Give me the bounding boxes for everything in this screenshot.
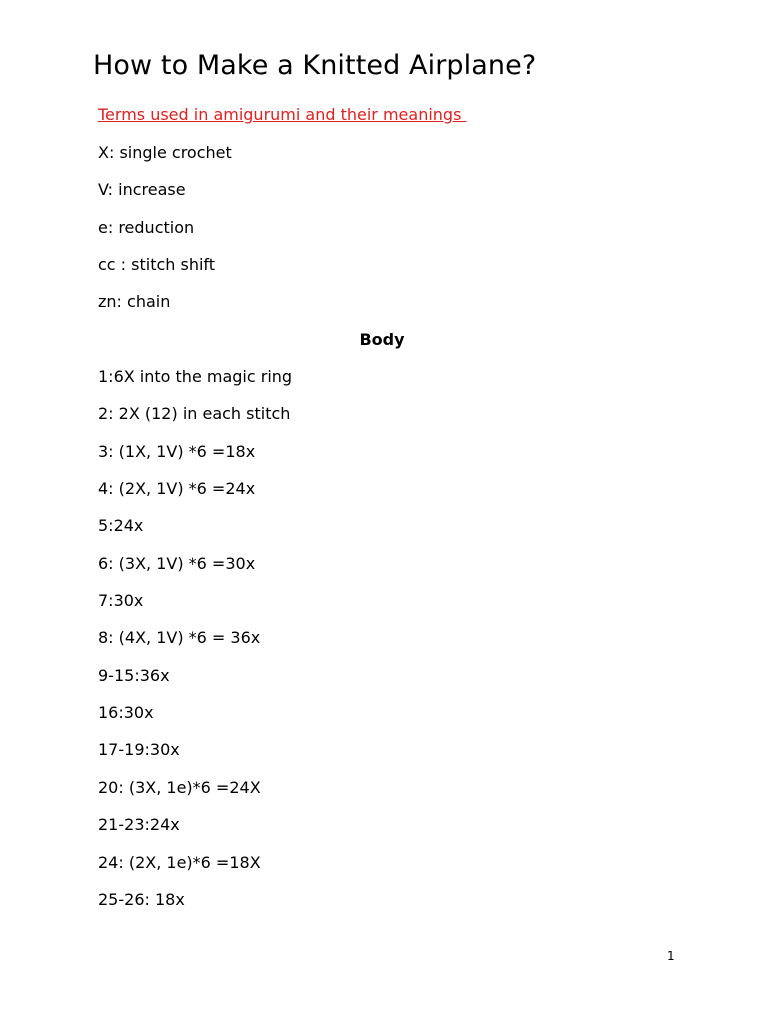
round-line: 6: (3X, 1V) *6 =30x (98, 554, 256, 573)
round-line: 7:30x (98, 591, 144, 610)
round-line: 17-19:30x (98, 740, 180, 759)
term-line: zn: chain (98, 292, 171, 311)
page-title: How to Make a Knitted Airplane? (93, 50, 537, 81)
round-line: 1:6X into the magic ring (98, 367, 293, 386)
term-line: e: reduction (98, 218, 195, 237)
round-line: 4: (2X, 1V) *6 =24x (98, 479, 256, 498)
section-heading-body: Body (359, 330, 405, 349)
round-line: 16:30x (98, 703, 154, 722)
round-line: 21-23:24x (98, 815, 180, 834)
round-line: 20: (3X, 1e)*6 =24X (98, 778, 261, 797)
round-line: 9-15:36x (98, 666, 170, 685)
term-line: V: increase (98, 180, 186, 199)
term-line: cc : stitch shift (98, 255, 216, 274)
round-line: 25-26: 18x (98, 890, 185, 909)
term-line: X: single crochet (98, 143, 232, 162)
round-line: 8: (4X, 1V) *6 = 36x (98, 628, 261, 647)
terms-heading: Terms used in amigurumi and their meanings (98, 105, 467, 124)
round-line: 24: (2X, 1e)*6 =18X (98, 853, 261, 872)
round-line: 5:24x (98, 516, 144, 535)
round-line: 3: (1X, 1V) *6 =18x (98, 442, 256, 461)
page-number: 1 (667, 949, 675, 963)
round-line: 2: 2X (12) in each stitch (98, 404, 291, 423)
